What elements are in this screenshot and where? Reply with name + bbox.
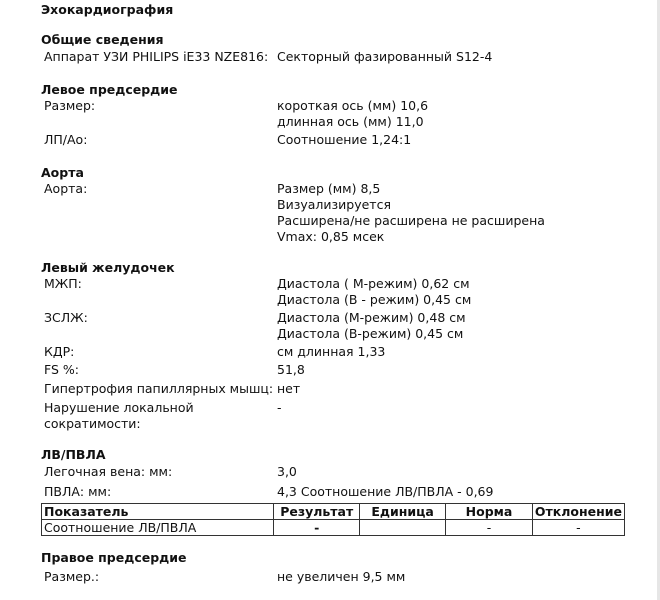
local-contractility-label: [44, 400, 194, 432]
edd-value: см длинная 1,33: [277, 344, 386, 359]
device-label: Аппарат УЗИ PHILIPS iE33 NZE816:: [44, 49, 269, 64]
lvpw-line: Диастола (М-режим) 0,48 см: [277, 310, 466, 325]
la-ao-label: ЛП/Ао:: [44, 132, 88, 147]
aorta-line: Размер (мм) 8,5: [277, 181, 381, 196]
pvla-label: ПВЛА: мм:: [44, 484, 112, 499]
section-heading-general: Общие сведения: [41, 32, 164, 47]
ivs-label: МЖП:: [44, 276, 82, 291]
device-value: Секторный фазированный S12-4: [277, 49, 493, 64]
pulmonary-vein-value: 3,0: [277, 464, 297, 479]
la-size-short: короткая ось (мм) 10,6: [277, 98, 429, 113]
document-title: Эхокардиография: [41, 2, 174, 17]
aorta-line: Расширена/не расширена не расширена: [277, 213, 545, 228]
table-cell: [360, 520, 446, 536]
pvla-value: 4,3 Соотношение ЛВ/ПВЛА - 0,69: [277, 484, 494, 499]
table-cell: -: [532, 520, 624, 536]
ra-size-value: не увеличен 9,5 мм: [277, 569, 406, 584]
la-size-long: длинная ось (мм) 11,0: [277, 114, 424, 129]
lvpw-line: Диастола (В-режим) 0,45 см: [277, 326, 464, 341]
table-row: [42, 520, 625, 536]
fs-label: FS %:: [44, 362, 79, 377]
section-heading-lv-pvla: ЛВ/ПВЛА: [41, 447, 106, 462]
table-header-cell: Единица: [360, 504, 446, 520]
local-contractility-label-line2: сократимости:: [44, 416, 141, 431]
table-header-cell: Результат: [274, 504, 360, 520]
section-heading-right-atrium: Правое предсердие: [41, 550, 187, 565]
aorta-values: [277, 181, 545, 245]
aorta-line: Vmax: 0,85 мсек: [277, 229, 385, 244]
hypertrophy-value: нет: [277, 381, 301, 396]
hypertrophy-label: Гипертрофия папиллярных мышц:: [44, 381, 274, 396]
lvpw-values: [277, 310, 466, 342]
ivs-line: Диастола ( М-режим) 0,62 см: [277, 276, 470, 291]
section-heading-left-atrium: Левое предсердие: [41, 82, 178, 97]
ivs-line: Диастола (В - режим) 0,45 см: [277, 292, 472, 307]
local-contractility-value: -: [277, 400, 282, 415]
aorta-line: Визуализируется: [277, 197, 391, 212]
section-heading-left-ventricle: Левый желудочек: [41, 260, 175, 275]
table-cell: -: [274, 520, 360, 536]
fs-value: 51,8: [277, 362, 305, 377]
lvpw-label: ЗСЛЖ:: [44, 310, 88, 325]
table-header-cell: Норма: [446, 504, 533, 520]
indicator-table: [41, 503, 625, 536]
edd-label: КДР:: [44, 344, 75, 359]
pulmonary-vein-label: Легочная вена: мм:: [44, 464, 173, 479]
table-cell: Соотношение ЛВ/ПВЛА: [42, 520, 274, 536]
ra-size-label: Размер.:: [44, 569, 100, 584]
la-size-value: [277, 98, 428, 130]
ivs-values: [277, 276, 471, 308]
la-size-label: Размер:: [44, 98, 96, 113]
table-header-cell: Показатель: [42, 504, 274, 520]
table-cell: -: [446, 520, 533, 536]
aorta-label: Аорта:: [44, 181, 88, 196]
table-header-cell: Отклонение: [532, 504, 624, 520]
table-header-row: [42, 504, 625, 520]
section-heading-aorta: Аорта: [41, 165, 84, 180]
la-ao-value: Соотношение 1,24:1: [277, 132, 412, 147]
local-contractility-label-line1: Нарушение локальной: [44, 400, 194, 415]
